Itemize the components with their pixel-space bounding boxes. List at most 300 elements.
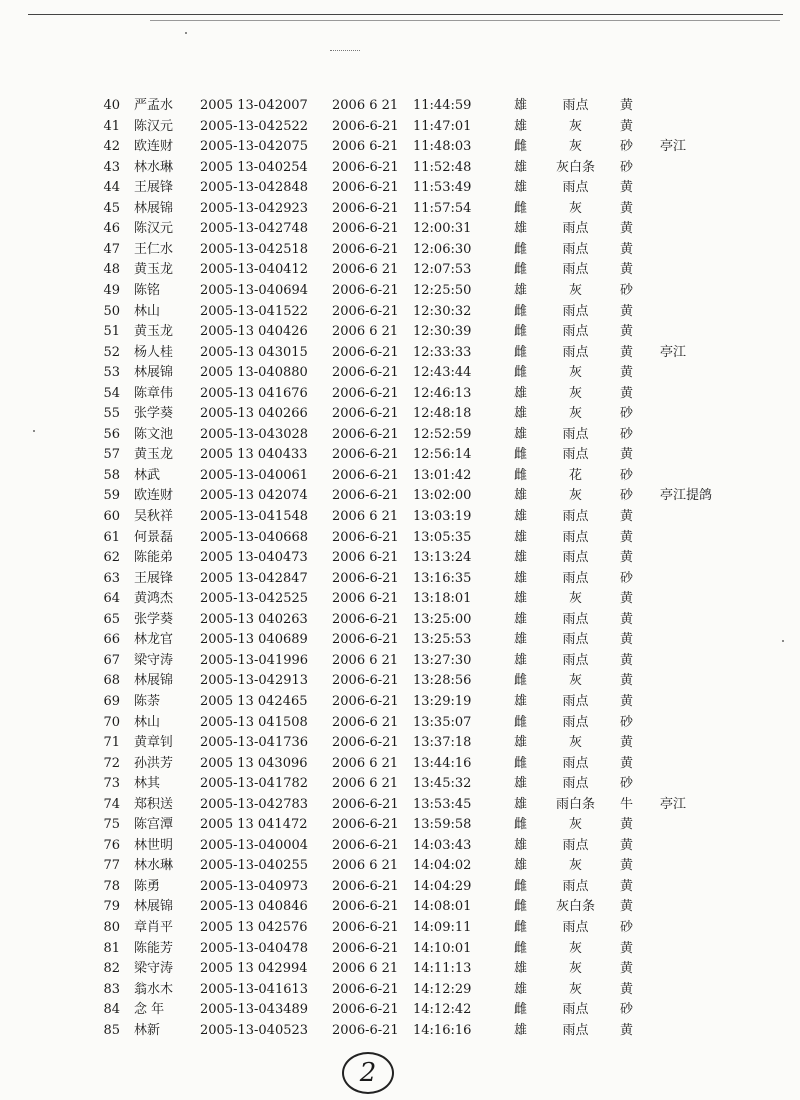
row-number: 70 [103, 714, 120, 730]
sex: 雄 [514, 550, 528, 566]
ring-number: 2005-13-042525 [200, 591, 309, 607]
sex: 雄 [514, 961, 528, 977]
row-number: 59 [103, 488, 120, 504]
row-number: 53 [103, 365, 120, 381]
arrival-date: 2006-6-21 [332, 159, 399, 175]
plumage-color: 灰 [568, 365, 582, 381]
plumage-color: 雨点 [562, 529, 589, 545]
plumage-color: 灰白条 [555, 899, 595, 915]
sex: 雄 [514, 837, 528, 853]
arrival-time: 12:30:39 [413, 324, 472, 340]
table-row [0, 939, 800, 959]
arrival-time: 11:52:48 [413, 159, 472, 175]
table-row [0, 897, 800, 917]
arrival-date: 2006-6-21 [332, 282, 399, 298]
arrival-time: 14:10:01 [413, 940, 472, 956]
ring-number: 2005-13 043015 [200, 344, 308, 360]
table-row [0, 610, 800, 630]
ring-number: 2005 13-040254 [200, 159, 308, 175]
plumage-color: 雨点 [562, 878, 589, 894]
plumage-color: 灰 [568, 673, 582, 689]
arrival-time: 11:44:59 [413, 98, 472, 113]
plumage-color: 雨点 [562, 447, 589, 463]
eye-color: 砂 [620, 776, 634, 792]
table-row [0, 733, 800, 753]
eye-color: 黄 [620, 241, 634, 257]
ring-number: 2005-13-042923 [200, 200, 309, 216]
ring-number: 2005-13-040973 [200, 878, 309, 894]
arrival-date: 2006-6-21 [332, 344, 399, 360]
eye-color: 黄 [620, 262, 634, 278]
arrival-date: 2006-6-21 [332, 735, 399, 751]
ring-number: 2005-13 040426 [200, 324, 308, 340]
row-number: 82 [103, 961, 120, 977]
row-number: 48 [103, 262, 120, 278]
arrival-time: 14:12:42 [413, 1002, 472, 1018]
row-number: 71 [103, 735, 120, 751]
arrival-time: 12:07:53 [413, 262, 472, 278]
arrival-date: 2006-6-21 [332, 447, 399, 463]
table-row [0, 240, 800, 260]
fancier-name: 郑积送 [134, 796, 174, 812]
plumage-color: 雨点 [562, 920, 589, 935]
fancier-name: 陈汉元 [134, 118, 174, 134]
fancier-name: 严孟水 [134, 98, 174, 113]
table-row [0, 980, 800, 1000]
table-row [0, 774, 800, 794]
eye-color: 黄 [620, 385, 634, 401]
eye-color: 黄 [620, 529, 634, 545]
ring-number: 2005-13-042075 [200, 139, 309, 155]
eye-color: 砂 [620, 570, 634, 586]
plumage-color: 灰 [568, 488, 582, 504]
plumage-color: 灰 [568, 282, 582, 298]
table-row [0, 548, 800, 568]
plumage-color: 灰 [568, 385, 582, 401]
table-row [0, 836, 800, 856]
fancier-name: 黄章钊 [134, 735, 174, 751]
fancier-name: 张学葵 [134, 611, 174, 627]
table-row [0, 856, 800, 876]
eye-color: 黄 [620, 755, 634, 771]
club-note: 亭江 [660, 139, 687, 155]
arrival-date: 2006-6-21 [332, 488, 399, 504]
plumage-color: 灰 [568, 118, 582, 134]
arrival-time: 13:03:19 [413, 509, 472, 524]
arrival-time: 13:53:45 [413, 796, 472, 812]
arrival-date: 2006-6-21 [332, 611, 399, 627]
club-note: 亭江 [660, 344, 687, 360]
row-number: 46 [103, 221, 120, 237]
arrival-date: 2006-6-21 [332, 1022, 399, 1038]
sex: 雄 [514, 282, 528, 298]
row-number: 67 [103, 652, 120, 668]
table-row [0, 343, 800, 363]
eye-color: 黄 [620, 1022, 634, 1038]
row-number: 63 [103, 570, 120, 586]
row-number: 85 [103, 1022, 120, 1038]
ring-number: 2005-13 042074 [200, 488, 308, 504]
table-row [0, 1000, 800, 1020]
row-number: 44 [103, 180, 120, 196]
arrival-time: 11:48:03 [413, 139, 472, 155]
plumage-color: 灰 [568, 406, 582, 422]
plumage-color: 雨点 [562, 652, 589, 668]
arrival-time: 13:27:30 [413, 652, 472, 668]
arrival-time: 13:37:18 [413, 735, 472, 751]
ring-number: 2005-13 041508 [200, 714, 308, 730]
plumage-color: 雨点 [562, 426, 589, 442]
row-number: 75 [103, 817, 120, 833]
arrival-date: 2006-6-21 [332, 899, 399, 915]
fancier-name: 王展锋 [134, 570, 174, 586]
row-number: 80 [103, 920, 120, 935]
arrival-date: 2006 6 21 [332, 98, 399, 113]
row-number: 81 [103, 940, 120, 956]
fancier-name: 何景磊 [134, 529, 174, 545]
row-number: 61 [103, 529, 120, 545]
table-row [0, 363, 800, 383]
plumage-color: 雨点 [562, 550, 589, 566]
arrival-time: 14:04:29 [413, 878, 472, 894]
arrival-date: 2006-6-21 [332, 878, 399, 894]
ring-number: 2005 13 040433 [200, 447, 308, 463]
ring-number: 2005-13-040412 [200, 262, 309, 278]
arrival-date: 2006-6 21 [332, 262, 399, 278]
fancier-name: 欧连财 [134, 139, 174, 155]
ring-number: 2005-13-041782 [200, 776, 309, 792]
plumage-color: 雨点 [562, 776, 589, 792]
table-row [0, 117, 800, 137]
eye-color: 黄 [620, 200, 634, 216]
table-row [0, 692, 800, 712]
row-number: 58 [103, 467, 120, 483]
arrival-time: 12:00:31 [413, 221, 472, 237]
fancier-name: 杨人桂 [134, 344, 174, 360]
arrival-time: 13:05:35 [413, 529, 472, 545]
arrival-date: 2006-6-21 [332, 180, 399, 196]
fancier-name: 林水琳 [134, 858, 174, 874]
plumage-color: 灰 [568, 940, 582, 956]
arrival-time: 12:46:13 [413, 385, 472, 401]
sex: 雄 [514, 570, 528, 586]
ring-number: 2005 13 042576 [200, 920, 308, 935]
row-number: 47 [103, 241, 120, 257]
row-number: 62 [103, 550, 120, 566]
table-row [0, 404, 800, 424]
table-row [0, 959, 800, 979]
sex: 雄 [514, 385, 528, 401]
fancier-name: 林展锦 [134, 673, 174, 689]
ring-number: 2005-13-040668 [200, 529, 309, 545]
eye-color: 黄 [620, 961, 634, 977]
sex: 雌 [514, 920, 528, 935]
fancier-name: 梁守涛 [134, 652, 174, 668]
sex: 雌 [514, 200, 528, 216]
plumage-color: 雨点 [562, 837, 589, 853]
eye-color: 黄 [620, 344, 634, 360]
sex: 雄 [514, 406, 528, 422]
arrival-date: 2006-6-21 [332, 303, 399, 319]
sex: 雌 [514, 344, 528, 360]
fancier-name: 林山 [134, 303, 161, 319]
row-number: 72 [103, 755, 120, 771]
table-row [0, 199, 800, 219]
eye-color: 砂 [620, 488, 634, 504]
fancier-name: 陈铭 [134, 282, 161, 298]
eye-color: 黄 [620, 509, 634, 524]
fancier-name: 欧连财 [134, 488, 174, 504]
plumage-color: 雨点 [562, 344, 589, 360]
plumage-color: 灰 [568, 858, 582, 874]
eye-color: 黄 [620, 878, 634, 894]
arrival-date: 2006-6-21 [332, 817, 399, 833]
row-number: 42 [103, 139, 120, 155]
arrival-time: 13:02:00 [413, 488, 472, 504]
sex: 雄 [514, 981, 528, 997]
row-number: 43 [103, 159, 120, 175]
plumage-color: 雨白条 [555, 796, 595, 812]
arrival-date: 2006 6 21 [332, 776, 399, 792]
table-row [0, 795, 800, 815]
arrival-time: 11:57:54 [413, 200, 472, 216]
ring-number: 2005-13-042522 [200, 118, 309, 134]
ring-number: 2005-13-042913 [200, 673, 309, 689]
eye-color: 黄 [620, 837, 634, 853]
plumage-color: 雨点 [562, 611, 589, 627]
eye-color: 砂 [620, 406, 634, 422]
arrival-date: 2006-6-21 [332, 632, 399, 648]
eye-color: 黄 [620, 303, 634, 319]
arrival-time: 13:25:00 [413, 611, 472, 627]
eye-color: 黄 [620, 118, 634, 134]
ring-number: 2005 13 041472 [200, 817, 308, 833]
plumage-color: 雨点 [562, 1002, 589, 1018]
table-row [0, 178, 800, 198]
sex: 雄 [514, 632, 528, 648]
fancier-name: 黄鸿杰 [134, 591, 174, 607]
fancier-name: 孙洪芳 [134, 755, 174, 771]
sex: 雄 [514, 652, 528, 668]
table-row [0, 384, 800, 404]
arrival-date: 2006-6-21 [332, 837, 399, 853]
fancier-name: 陈汉元 [134, 221, 174, 237]
ring-number: 2005 13-040473 [200, 550, 308, 566]
arrival-date: 2006-6-21 [332, 221, 399, 237]
ring-number: 2005-13 040846 [200, 899, 308, 915]
sex: 雌 [514, 303, 528, 319]
plumage-color: 雨点 [562, 570, 589, 586]
arrival-date: 2006 6-21 [332, 550, 399, 566]
eye-color: 砂 [620, 467, 634, 483]
arrival-time: 12:30:32 [413, 303, 472, 319]
arrival-time: 14:11:13 [413, 961, 472, 977]
sex: 雌 [514, 755, 528, 771]
arrival-date: 2006-6-21 [332, 385, 399, 401]
eye-color: 黄 [620, 591, 634, 607]
row-number: 78 [103, 878, 120, 894]
arrival-date: 2006 6 21 [332, 509, 399, 524]
table-row [0, 486, 800, 506]
fancier-name: 梁守涛 [134, 961, 174, 977]
arrival-date: 2006-6-21 [332, 570, 399, 586]
sex: 雄 [514, 98, 528, 113]
table-row [0, 569, 800, 589]
plumage-color: 灰 [568, 981, 582, 997]
row-number: 55 [103, 406, 120, 422]
arrival-date: 2006-6-21 [332, 426, 399, 442]
arrival-date: 2006-6-21 [332, 940, 399, 956]
fancier-name: 陈宫潭 [134, 817, 174, 833]
arrival-date: 2006 6-21 [332, 139, 399, 155]
sex: 雄 [514, 776, 528, 792]
table-row [0, 754, 800, 774]
eye-color: 黄 [620, 673, 634, 689]
arrival-time: 11:53:49 [413, 180, 472, 196]
eye-color: 黄 [620, 899, 634, 915]
row-number: 74 [103, 796, 120, 812]
plumage-color: 雨点 [562, 755, 589, 771]
plumage-color: 雨点 [562, 509, 589, 524]
fancier-name: 林武 [134, 467, 161, 483]
row-number: 40 [103, 98, 120, 113]
sex: 雌 [514, 817, 528, 833]
arrival-date: 2006 6 21 [332, 858, 399, 874]
eye-color: 砂 [620, 920, 634, 935]
sex: 雌 [514, 241, 528, 257]
table-row [0, 630, 800, 650]
ring-number: 2005 13-042847 [200, 570, 308, 586]
arrival-time: 13:25:53 [413, 632, 472, 648]
arrival-date: 2006-6-21 [332, 365, 399, 381]
plumage-color: 灰 [568, 200, 582, 216]
arrival-time: 12:48:18 [413, 406, 472, 422]
eye-color: 砂 [620, 714, 634, 730]
ring-number: 2005-13-040478 [200, 940, 309, 956]
table-row [0, 96, 800, 116]
ring-number: 2005-13-043028 [200, 426, 309, 442]
fancier-name: 林新 [134, 1022, 161, 1038]
ring-number: 2005-13-040523 [200, 1022, 309, 1038]
table-row [0, 158, 800, 178]
eye-color: 砂 [620, 426, 634, 442]
arrival-date: 2006-6-21 [332, 1002, 399, 1018]
sex: 雄 [514, 221, 528, 237]
arrival-date: 2006 6 21 [332, 324, 399, 340]
plumage-color: 灰 [568, 961, 582, 977]
sex: 雄 [514, 488, 528, 504]
eye-color: 黄 [620, 550, 634, 566]
plumage-color: 雨点 [562, 262, 589, 278]
ring-number: 2005-13-042783 [200, 796, 309, 812]
arrival-date: 2006-6 21 [332, 714, 399, 730]
eye-color: 黄 [620, 98, 634, 113]
arrival-date: 2006-6-21 [332, 118, 399, 134]
ring-number: 2005-13-041613 [200, 981, 309, 997]
plumage-color: 雨点 [562, 241, 589, 257]
plumage-color: 雨点 [562, 1022, 589, 1038]
sex: 雄 [514, 611, 528, 627]
sex: 雄 [514, 735, 528, 751]
fancier-name: 林龙官 [134, 632, 174, 648]
arrival-time: 13:16:35 [413, 570, 472, 586]
table-row [0, 528, 800, 548]
row-number: 51 [103, 324, 120, 340]
eye-color: 砂 [620, 1002, 634, 1018]
fancier-name: 林展锦 [134, 899, 174, 915]
ring-number: 2005 13-042007 [200, 98, 308, 113]
arrival-time: 13:44:16 [413, 755, 472, 771]
eye-color: 砂 [620, 139, 634, 155]
arrival-date: 2006-6-21 [332, 673, 399, 689]
arrival-date: 2006 6 21 [332, 652, 399, 668]
arrival-time: 13:13:24 [413, 550, 472, 566]
sex: 雄 [514, 159, 528, 175]
plumage-color: 灰 [568, 139, 582, 155]
table-row [0, 877, 800, 897]
sex: 雄 [514, 858, 528, 874]
row-number: 84 [103, 1002, 120, 1018]
eye-color: 黄 [620, 940, 634, 956]
plumage-color: 灰 [568, 591, 582, 607]
sex: 雌 [514, 365, 528, 381]
table-row [0, 137, 800, 157]
fancier-name: 念 年 [134, 1002, 165, 1018]
eye-color: 黄 [620, 611, 634, 627]
handwritten-page-number: 2 [342, 1052, 394, 1094]
row-number: 50 [103, 303, 120, 319]
arrival-time: 12:56:14 [413, 447, 472, 463]
row-number: 76 [103, 837, 120, 853]
club-note: 亭江提鸽 [660, 488, 713, 504]
fancier-name: 翁水木 [134, 981, 174, 997]
eye-color: 黄 [620, 981, 634, 997]
sex: 雌 [514, 262, 528, 278]
table-row [0, 445, 800, 465]
ring-number: 2005 13 043096 [200, 755, 308, 771]
sex: 雌 [514, 878, 528, 894]
arrival-date: 2006-6-21 [332, 200, 399, 216]
table-row [0, 651, 800, 671]
fancier-name: 章肖平 [134, 920, 174, 935]
sex: 雌 [514, 1002, 528, 1018]
fancier-name: 王展锋 [134, 180, 174, 196]
arrival-time: 12:33:33 [413, 344, 472, 360]
arrival-time: 11:47:01 [413, 118, 472, 134]
arrival-date: 2006-6-21 [332, 406, 399, 422]
sex: 雌 [514, 324, 528, 340]
row-number: 45 [103, 200, 120, 216]
row-number: 54 [103, 385, 120, 401]
plumage-color: 雨点 [562, 98, 589, 113]
fancier-name: 林山 [134, 714, 161, 730]
arrival-time: 12:43:44 [413, 365, 472, 381]
ring-number: 2005-13-042848 [200, 180, 309, 196]
sex: 雌 [514, 673, 528, 689]
eye-color: 黄 [620, 735, 634, 751]
plumage-color: 雨点 [562, 632, 589, 648]
fancier-name: 陈荼 [134, 693, 161, 709]
sex: 雌 [514, 940, 528, 956]
row-number: 66 [103, 632, 120, 648]
table-row [0, 281, 800, 301]
arrival-date: 2006 6-21 [332, 591, 399, 607]
eye-color: 砂 [620, 282, 634, 298]
row-number: 49 [103, 282, 120, 298]
arrival-time: 13:28:56 [413, 673, 472, 689]
ring-number: 2005-13 040689 [200, 632, 308, 648]
eye-color: 黄 [620, 652, 634, 668]
